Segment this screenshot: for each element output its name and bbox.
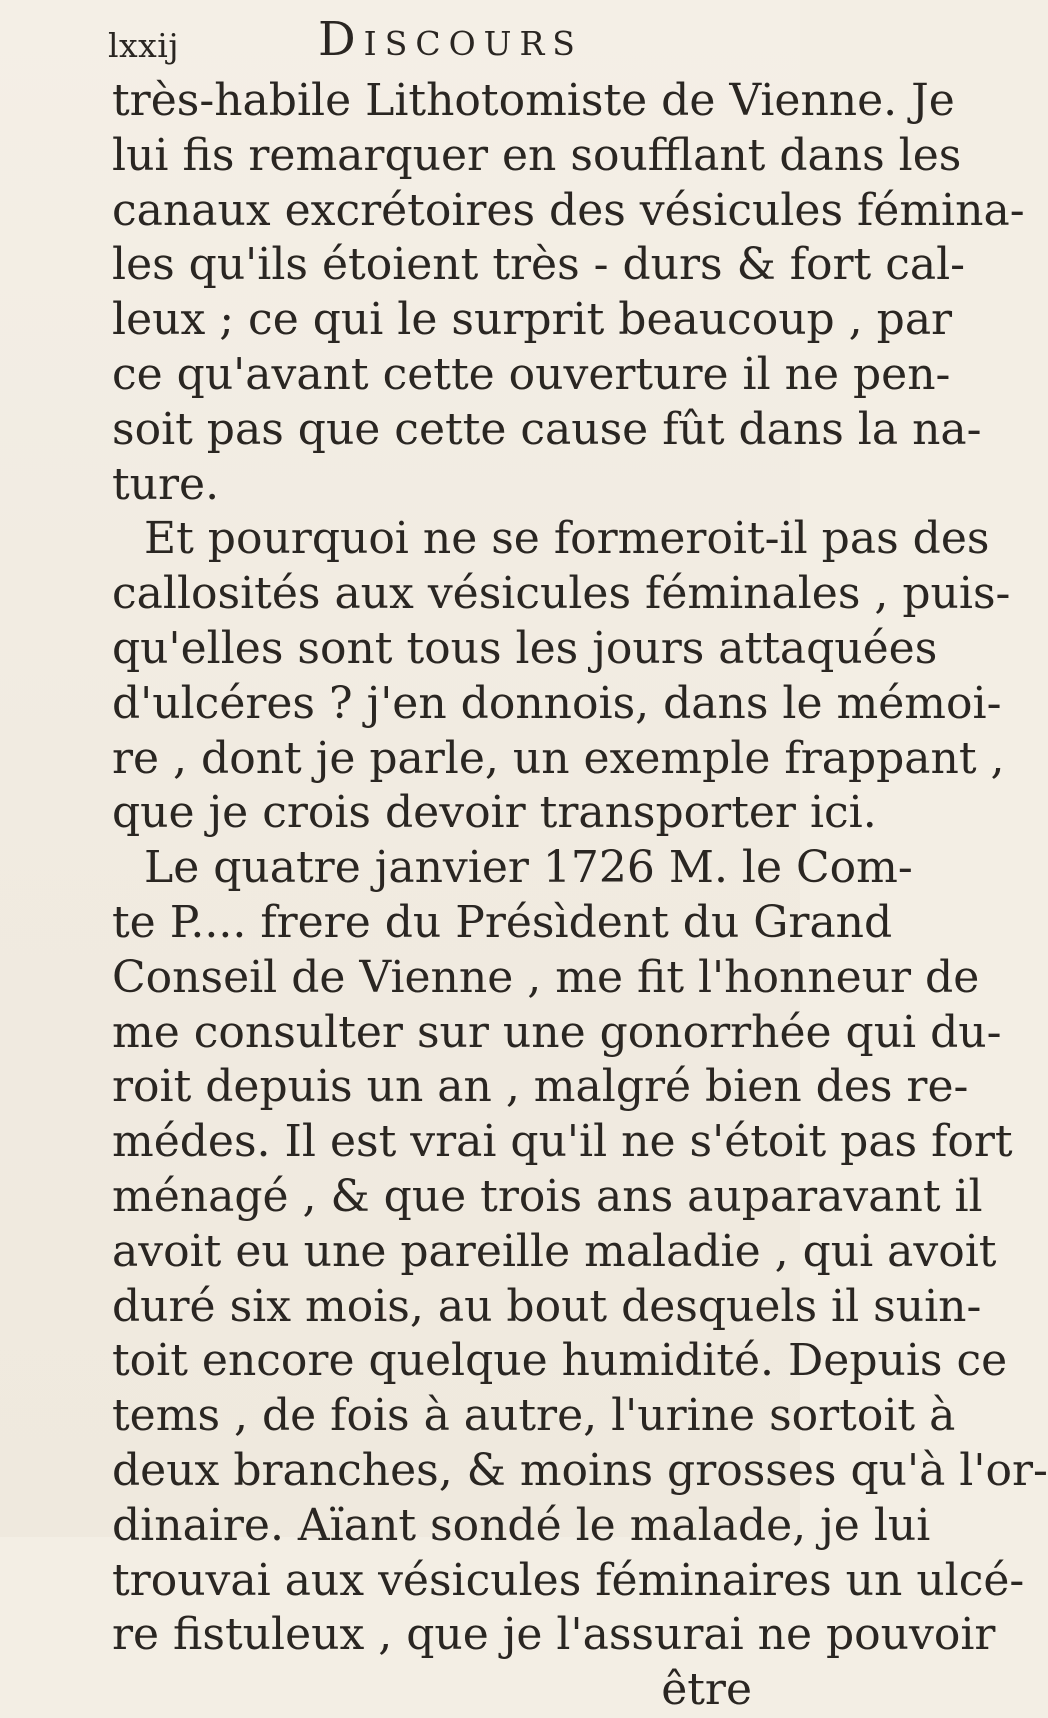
text-line: trouvai aux vésicules féminaires un ulcé- [112, 1554, 1025, 1606]
text-line: qu'elles sont tous les jours attaquées [112, 622, 938, 674]
text-line: dinaire. Aïant sondé le malade, je lui [112, 1499, 931, 1551]
body-text [112, 74, 1048, 1718]
text-line: ménagé , & que trois ans auparavant il [112, 1170, 983, 1222]
catchword: être [661, 1664, 752, 1716]
text-line: canaux excrétoires des vésicules fémina- [112, 184, 1025, 236]
text-line: lui fis remarquer en soufflant dans les [112, 129, 962, 181]
text-line: ture. [112, 458, 220, 510]
text-line: roit depuis un an , malgré bien des re- [112, 1061, 969, 1113]
text-line: tems , de fois à autre, l'urine sortoit à [112, 1390, 956, 1442]
page-number: lxxij [108, 26, 180, 65]
text-line: duré six mois, au bout desquels il suin- [112, 1280, 982, 1332]
text-line: deux branches, & moins grosses qu'à l'or- [112, 1444, 1048, 1496]
text-line: re , dont je parle, un exemple frappant , [112, 732, 1005, 784]
text-line: re fistuleux , que je l'assurai ne pouvoir [112, 1609, 996, 1661]
text-line: les qu'ils étoient très - durs & fort cal- [112, 239, 966, 291]
text-line: me consulter sur une gonorrhée qui du- [112, 1006, 1002, 1058]
text-line: te P.... frere du Présìdent du Grand [112, 896, 893, 948]
text-line: leux ; ce qui le surprit beaucoup , par [112, 294, 953, 346]
text-line: que je crois devoir transporter ici. [112, 787, 877, 839]
text-line: Le quatre janvier 1726 M. le Com- [144, 842, 913, 894]
running-head: Discours [318, 12, 583, 67]
text-line: avoit eu une pareille maladie , qui avoit [112, 1225, 997, 1277]
text-line: très-habile Lithotomiste de Vienne. Je [112, 75, 955, 126]
text-line: médes. Il est vrai qu'il ne s'étoit pas fort [112, 1116, 1013, 1168]
text-line: Conseil de Vienne , me fit l'honneur de [112, 951, 980, 1003]
text-line: Et pourquoi ne se formeroit-il pas des [144, 513, 990, 565]
text-line: toit encore quelque humidité. Depuis ce [112, 1335, 1008, 1387]
text-line: soit pas que cette cause fût dans la na- [112, 403, 982, 455]
text-line: d'ulcéres ? j'en donnois, dans le mémoi- [112, 677, 1002, 729]
text-line: ce qu'avant cette ouverture il ne pen- [112, 348, 951, 400]
page-header [108, 12, 668, 72]
text-line: callosités aux vésicules féminales , puis- [112, 568, 1011, 620]
